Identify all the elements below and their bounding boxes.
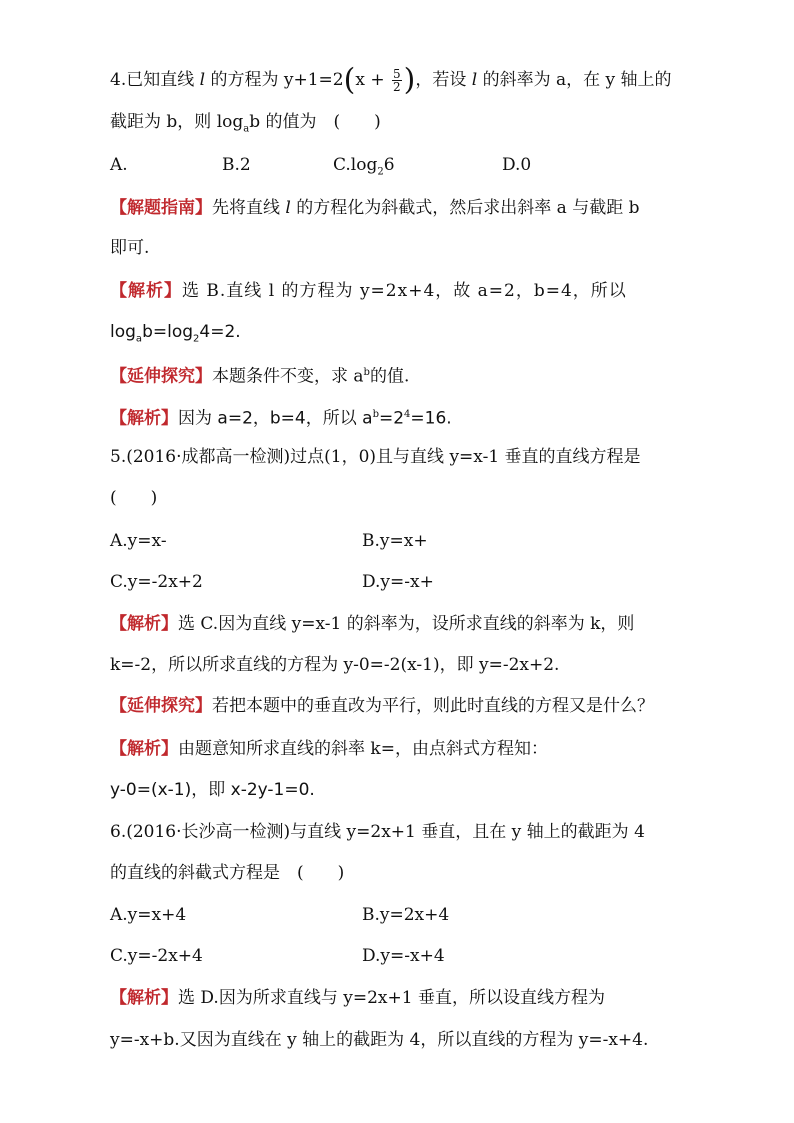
q6-option-d: D.y=-x+4 <box>362 946 445 966</box>
q4-line2-a: 截距为 b，则 log <box>110 112 244 132</box>
q4-option-d: D.0 <box>502 155 532 175</box>
q4-analysis-text: 选 B.直线 l 的方程为 y=2x+4，故 a=2，b=4，所以 <box>182 281 627 301</box>
q4-analysis-log: log <box>110 322 136 342</box>
q4-ext-answer-line <box>110 403 452 431</box>
ext-answer-tag: 【解析】 <box>110 408 178 429</box>
q5-ext-text: 若把本题中的垂直改为平行，则此时直线的方程又是什么？ <box>212 696 654 716</box>
q4-frac-var: x + <box>355 70 385 90</box>
q5-extension-tag: 【延伸探究】 <box>110 696 212 716</box>
q4-stem-part2: 的方程为 y+1=2 <box>210 70 344 90</box>
q4-line2-sub: a <box>243 123 250 135</box>
q4-analysis-sub: a <box>135 333 143 345</box>
q5-option-c: C.y=-2x+2 <box>110 572 203 592</box>
q4-ext-ans-sup1: b <box>372 409 379 420</box>
extension-tag: 【延伸探究】 <box>110 366 212 387</box>
q4-option-a: A. <box>110 155 128 175</box>
q4-stem-part4: 的斜率为 a，在 y 轴上的 <box>482 70 672 90</box>
q4-ext-text-a: 本题条件不变，求 a <box>212 366 364 387</box>
q4-ext-ans-a: 因为 a=2，b=4，所以 a <box>178 408 373 429</box>
q6-analysis-text1: 选 D.因为所求直线与 y=2x+1 垂直，所以设直线方程为 <box>178 988 605 1008</box>
q4-option-c-log: C.log <box>333 155 378 175</box>
right-paren: ) <box>403 62 416 98</box>
q4-guide-line1 <box>110 196 639 220</box>
q4-ext-ans-c: =16. <box>410 408 452 429</box>
q5-analysis-line2: k=-2，所以所求直线的方程为 y-0=-2(x-1)，即 y=-2x+2. <box>110 655 560 675</box>
q6-analysis-line1 <box>110 986 605 1010</box>
q6-analysis-line2: y=-x+b.又因为直线在 y 轴上的截距为 4，所以直线的方程为 y=-x+4. <box>110 1030 649 1050</box>
q6-option-a: A.y=x+4 <box>110 905 187 925</box>
q4-var-l: l <box>199 70 206 90</box>
q5-option-d: D.y=-x+ <box>362 572 434 592</box>
q4-var-l-2: l <box>471 70 478 90</box>
q4-guide-line2: 即可. <box>110 238 150 258</box>
analysis-tag: 【解析】 <box>110 281 182 301</box>
q6-analysis-tag: 【解析】 <box>110 988 178 1008</box>
q5-extension-line <box>110 694 654 718</box>
q4-ext-sup: b <box>363 367 370 378</box>
q5-ext-answer-tag: 【解析】 <box>110 739 178 759</box>
q4-option-b: B.2 <box>222 155 251 175</box>
q6-stem-line2: 的直线的斜截式方程是 ( ) <box>110 863 345 883</box>
q4-option-c <box>333 153 395 184</box>
q4-guide-text1: 先将直线 <box>212 198 280 218</box>
q4-ext-ans-b: =2 <box>378 408 405 429</box>
q4-analysis-line2 <box>110 320 241 351</box>
q5-ext-answer-line1 <box>110 737 548 761</box>
q4-stem-part3: ，若设 <box>415 70 467 90</box>
q5-stem-line2: ( ) <box>110 488 158 508</box>
q4-ext-ans-sup2: 4 <box>404 409 411 420</box>
q5-analysis-line1 <box>110 612 634 636</box>
q4-option-c-tail: 6 <box>383 155 395 175</box>
q4-fraction <box>392 68 402 93</box>
q6-option-c: C.y=-2x+4 <box>110 946 203 966</box>
q4-extension-line <box>110 361 409 389</box>
q4-guide-var-l: l <box>285 198 291 218</box>
q5-analysis-tag: 【解析】 <box>110 614 178 634</box>
q5-analysis-text1: 选 C.因为直线 y=x-1 的斜率为，设所求直线的斜率为 k，则 <box>178 614 635 634</box>
q4-stem-part1: 4.已知直线 <box>110 70 195 90</box>
q4-analysis-b: b=log <box>142 322 194 342</box>
q6-option-b: B.y=2x+4 <box>362 905 450 925</box>
q6-stem-line1: 6.(2016·长沙高一检测)与直线 y=2x+1 垂直，且在 y 轴上的截距为 4 <box>110 822 645 842</box>
q4-ext-text-b: 的值. <box>369 366 410 387</box>
q4-stem-line1 <box>110 62 672 98</box>
q5-option-a: A.y=x- <box>110 531 167 551</box>
left-paren: ( <box>343 62 356 98</box>
q4-stem-line2 <box>110 110 381 141</box>
q5-option-b: B.y=x+ <box>362 531 428 551</box>
q5-ext-ans-text1: 由题意知所求直线的斜率 k=，由点斜式方程知： <box>178 739 548 759</box>
q4-frac-den: 2 <box>393 80 401 94</box>
q5-ext-answer-line2: y-0=(x-1)，即 x-2y-1=0. <box>110 780 315 800</box>
q4-analysis-c: 4=2. <box>199 322 241 342</box>
q4-guide-text2: 的方程化为斜截式，然后求出斜率 a 与截距 b <box>296 198 640 218</box>
q4-analysis-line1 <box>110 279 627 303</box>
q5-stem-line1: 5.(2016·成都高一检测)过点(1，0)且与直线 y=x-1 垂直的直线方程是 <box>110 447 641 467</box>
guide-tag: 【解题指南】 <box>110 198 212 218</box>
q4-frac-num: 5 <box>393 67 401 81</box>
q4-line2-b: b 的值为 ( ) <box>249 112 381 132</box>
q4-option-c-sub: 2 <box>377 166 384 178</box>
q4-analysis-sub2: 2 <box>193 333 200 345</box>
